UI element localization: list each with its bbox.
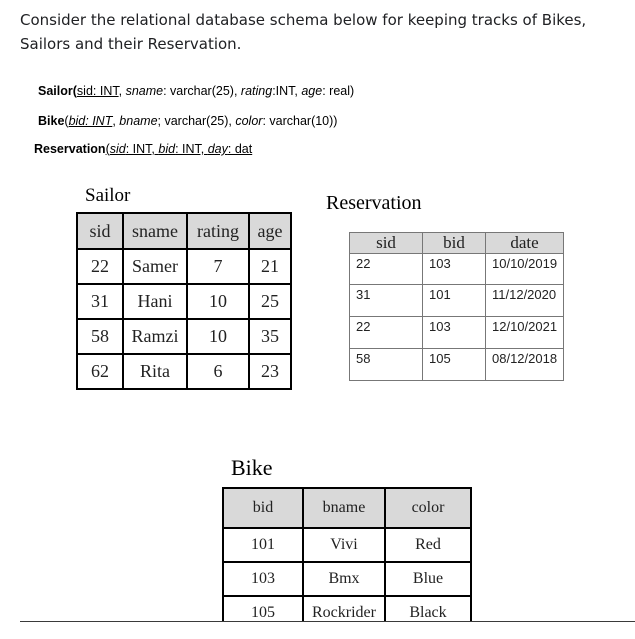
- bike-cell: Rockrider: [303, 596, 385, 630]
- question-text: Consider the relational database schema below for keeping tracks of Bikes, Sailors and their Reservation.: [20, 11, 587, 53]
- bike-cell: 105: [223, 596, 303, 630]
- table-row: [77, 354, 291, 389]
- schema-reservation-f2: day: [207, 142, 228, 156]
- schema-bike-sep2: ; varchar(25),: [157, 114, 236, 128]
- bike-header-bid: bid: [223, 488, 303, 528]
- sailor-cell: 6: [187, 354, 249, 389]
- sailor-table-header-row: [77, 213, 291, 249]
- reservation-table-caption: Reservation: [326, 192, 422, 214]
- bike-cell: Blue: [385, 562, 471, 596]
- sailor-cell: Rita: [123, 354, 187, 389]
- sailor-cell: 62: [77, 354, 123, 389]
- schema-reservation-t2: : dat: [227, 142, 253, 156]
- reservation-cell: 103: [423, 317, 486, 349]
- schema-reservation-f1: bid: [158, 142, 176, 156]
- reservation-cell: 58: [350, 349, 423, 381]
- sailor-cell: 35: [249, 319, 291, 354]
- table-row: [350, 349, 564, 381]
- reservation-header-date: date: [486, 233, 564, 254]
- schema-bike-f2: color: [235, 114, 263, 128]
- sailor-cell: Samer: [123, 249, 187, 284]
- schema-bike-name: Bike: [38, 114, 65, 128]
- sailor-cell: 21: [249, 249, 291, 284]
- schema-sailor-f3: age: [301, 84, 323, 98]
- sailor-cell: 10: [187, 319, 249, 354]
- table-row: [77, 319, 291, 354]
- sailor-cell: Ramzi: [123, 319, 187, 354]
- schema-sailor-f2: rating: [240, 84, 273, 98]
- sailor-cell: 22: [77, 249, 123, 284]
- sailor-cell: Hani: [123, 284, 187, 319]
- schema-reservation-fields: [106, 142, 253, 156]
- sailor-header-sid: sid: [77, 213, 123, 249]
- table-row: [77, 249, 291, 284]
- sailor-cell: 23: [249, 354, 291, 389]
- bottom-clip: [0, 622, 635, 639]
- reservation-table: [349, 232, 564, 381]
- reservation-cell: 101: [423, 285, 486, 317]
- schema-reservation-t0: : INT,: [125, 142, 159, 156]
- table-row: [350, 285, 564, 317]
- schema-sailor-key: sid: INT: [76, 84, 119, 98]
- schema-bike-sep3: : varchar(10)): [262, 114, 338, 128]
- sailor-cell: 10: [187, 284, 249, 319]
- reservation-header-sid: sid: [350, 233, 423, 254]
- bottom-divider: [20, 621, 635, 622]
- bike-cell: 103: [223, 562, 303, 596]
- schema-sailor-name: Sailor: [38, 84, 73, 98]
- reservation-cell: 10/10/2019: [486, 254, 564, 285]
- bike-cell: Red: [385, 528, 471, 562]
- table-row: [223, 562, 471, 596]
- sailor-cell: 7: [187, 249, 249, 284]
- reservation-cell: 11/12/2020: [486, 285, 564, 317]
- schema-sailor-sep4: : real): [322, 84, 355, 98]
- table-row: [350, 317, 564, 349]
- bike-cell: Vivi: [303, 528, 385, 562]
- schema-sailor-sep3: :INT,: [272, 84, 302, 98]
- sailor-table-caption: Sailor: [85, 185, 131, 206]
- schema-bike-sep1: ,: [112, 114, 120, 128]
- reservation-table-header-row: [350, 233, 564, 254]
- schema-sailor: [38, 84, 354, 98]
- reservation-header-bid: bid: [423, 233, 486, 254]
- schema-reservation-t1: : INT,: [175, 142, 208, 156]
- table-row: [77, 284, 291, 319]
- table-row: [350, 254, 564, 285]
- sailor-table: [76, 212, 292, 390]
- reservation-cell: 103: [423, 254, 486, 285]
- reservation-cell: 22: [350, 254, 423, 285]
- sailor-header-sname: sname: [123, 213, 187, 249]
- sailor-cell: 25: [249, 284, 291, 319]
- schema-bike-f1: bname: [119, 114, 158, 128]
- schema-reservation-f0: sid: [109, 142, 126, 156]
- sailor-header-age: age: [249, 213, 291, 249]
- bike-table-header-row: [223, 488, 471, 528]
- schema-sailor-sep1: ,: [118, 84, 126, 98]
- reservation-cell: 105: [423, 349, 486, 381]
- reservation-cell: 31: [350, 285, 423, 317]
- schema-sailor-sep2: : varchar(25),: [163, 84, 241, 98]
- schema-reservation-open: (: [105, 142, 110, 156]
- bike-table: [222, 487, 472, 631]
- reservation-cell: 12/10/2021: [486, 317, 564, 349]
- schema-bike-key: bid: INT: [68, 114, 113, 128]
- schema-reservation-name: Reservation: [34, 142, 106, 156]
- schema-reservation: [34, 142, 252, 156]
- bike-cell: Black: [385, 596, 471, 630]
- sailor-header-rating: rating: [187, 213, 249, 249]
- sailor-cell: 58: [77, 319, 123, 354]
- reservation-cell: 08/12/2018: [486, 349, 564, 381]
- bike-table-caption: Bike: [231, 455, 273, 480]
- bike-header-color: color: [385, 488, 471, 528]
- schema-bike-open: (: [64, 114, 69, 128]
- reservation-cell: 22: [350, 317, 423, 349]
- table-row: [223, 528, 471, 562]
- schema-bike: [38, 114, 337, 128]
- schema-sailor-open: (: [72, 84, 77, 98]
- sailor-cell: 31: [77, 284, 123, 319]
- schema-sailor-f1: sname: [125, 84, 164, 98]
- bike-cell: Bmx: [303, 562, 385, 596]
- bike-cell: 101: [223, 528, 303, 562]
- bike-header-bname: bname: [303, 488, 385, 528]
